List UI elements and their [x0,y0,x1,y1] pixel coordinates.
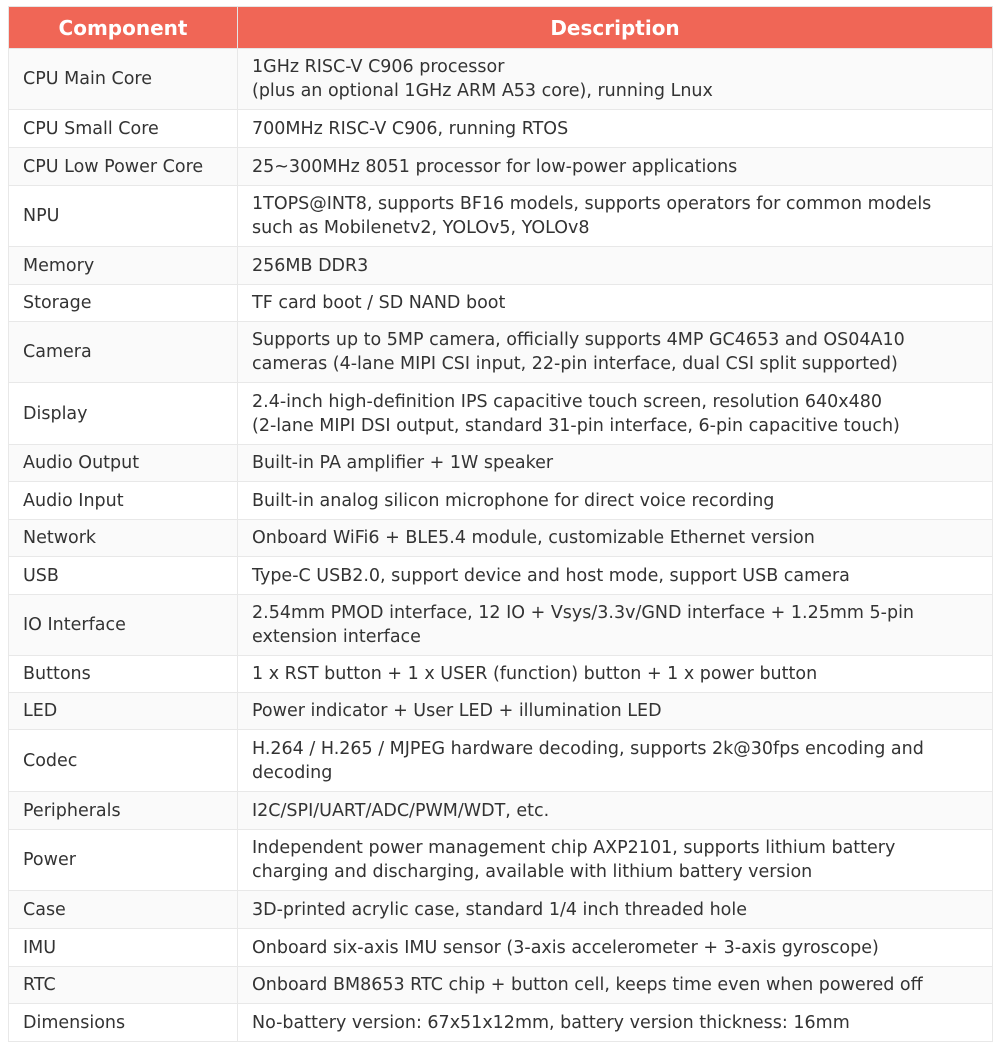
component-cell: Codec [9,730,238,792]
description-cell: Supports up to 5MP camera, officially supports 4MP GC4653 and OS04A10 cameras (4-lane MIPI CSI input, 22-pin interface, dual CSI split supported) [238,322,993,383]
component-cell: Dimensions [9,1004,238,1042]
description-cell: 2.54mm PMOD interface, 12 IO + Vsys/3.3v/GND interface + 1.25mm 5-pin extension interface [238,595,993,656]
table-row [9,792,993,830]
component-cell: NPU [9,186,238,247]
description-cell: 25~300MHz 8051 processor for low-power applications [238,148,993,186]
table-row [9,967,993,1004]
table-row [9,891,993,929]
component-cell: Audio Input [9,482,238,520]
table-row [9,148,993,186]
table-row [9,49,993,110]
table-row [9,445,993,482]
header-description: Description [238,7,993,49]
component-cell: LED [9,693,238,730]
table-row [9,693,993,730]
description-cell: 3D-printed acrylic case, standard 1/4 inch threaded hole [238,891,993,929]
description-cell: 700MHz RISC-V C906, running RTOS [238,110,993,148]
description-cell: 1TOPS@INT8, supports BF16 models, supports operators for common models such as Mobilenetv2, YOLOv5, YOLOv8 [238,186,993,247]
component-cell: Storage [9,285,238,322]
component-cell: Peripherals [9,792,238,830]
description-cell: TF card boot / SD NAND boot [238,285,993,322]
description-cell: Type-C USB2.0, support device and host mode, support USB camera [238,557,993,595]
component-cell: Buttons [9,656,238,693]
table-row [9,520,993,557]
component-cell: IMU [9,929,238,967]
description-cell: Onboard BM8653 RTC chip + button cell, keeps time even when powered off [238,967,993,1004]
description-cell: Onboard six-axis IMU sensor (3-axis accelerometer + 3-axis gyroscope) [238,929,993,967]
description-cell: Built-in PA amplifier + 1W speaker [238,445,993,482]
component-cell: USB [9,557,238,595]
description-cell: H.264 / H.265 / MJPEG hardware decoding, supports 2k@30fps encoding and decoding [238,730,993,792]
description-cell: Independent power management chip AXP2101, supports lithium battery charging and discharging, available with lithium battery version [238,830,993,891]
table-row [9,186,993,247]
table-row [9,285,993,322]
table-row [9,383,993,445]
component-cell: Display [9,383,238,445]
component-cell: CPU Main Core [9,49,238,110]
component-cell: IO Interface [9,595,238,656]
table-row [9,482,993,520]
description-cell: Onboard WiFi6 + BLE5.4 module, customizable Ethernet version [238,520,993,557]
description-cell: Power indicator + User LED + illumination LED [238,693,993,730]
table-row [9,322,993,383]
header-component: Component [9,7,238,49]
table-row [9,557,993,595]
component-cell: Audio Output [9,445,238,482]
table-row [9,110,993,148]
table-header [9,7,993,49]
description-cell: I2C/SPI/UART/ADC/PWM/WDT, etc. [238,792,993,830]
component-cell: Camera [9,322,238,383]
component-cell: CPU Low Power Core [9,148,238,186]
component-cell: Network [9,520,238,557]
description-cell: 1GHz RISC-V C906 processor (plus an optional 1GHz ARM A53 core), running Lnux [238,49,993,110]
table-row [9,730,993,792]
description-cell: 256MB DDR3 [238,247,993,285]
table-row [9,656,993,693]
table-body [9,49,993,1042]
table-row [9,247,993,285]
description-cell: 2.4-inch high-definition IPS capacitive touch screen, resolution 640x480 (2-lane MIPI DSI output, standard 31-pin interface, 6-pin capacitive touch) [238,383,993,445]
table-row [9,595,993,656]
description-cell: 1 x RST button + 1 x USER (function) button + 1 x power button [238,656,993,693]
component-cell: Power [9,830,238,891]
table-row [9,830,993,891]
component-cell: Memory [9,247,238,285]
table-row [9,1004,993,1042]
component-cell: CPU Small Core [9,110,238,148]
component-cell: RTC [9,967,238,1004]
description-cell: Built-in analog silicon microphone for direct voice recording [238,482,993,520]
header-row [9,7,993,49]
component-cell: Case [9,891,238,929]
spec-table [8,6,993,1042]
description-cell: No-battery version: 67x51x12mm, battery version thickness: 16mm [238,1004,993,1042]
table-row [9,929,993,967]
